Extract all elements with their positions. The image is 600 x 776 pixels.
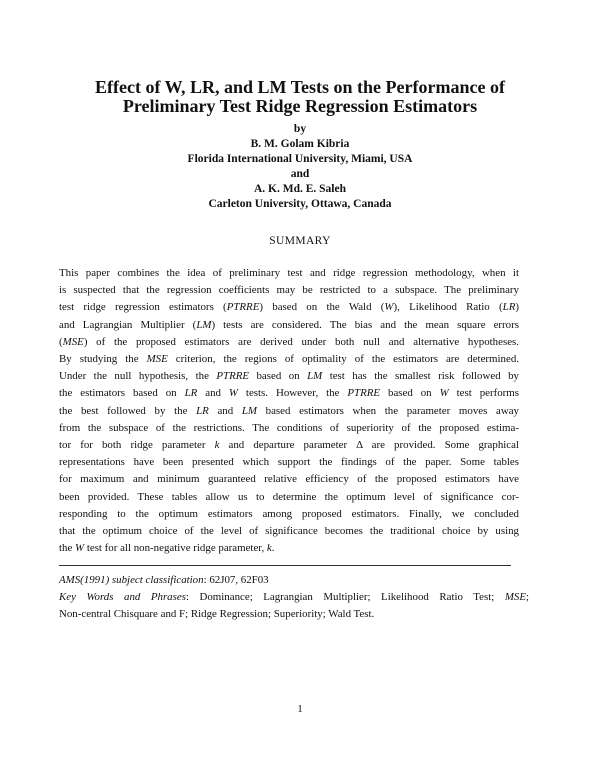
abstract-line	[59, 368, 519, 385]
math-symbol: LM	[196, 318, 212, 331]
abstract-line: from the subspace of the restrictions. The conditions of superiority of the proposed estima-	[59, 421, 519, 434]
keywords-line: Non-central Chisquare and F; Ridge Regression; Superiority; Wald Test.	[59, 608, 375, 620]
math-symbol: k	[266, 542, 272, 555]
author-affiliation: Florida International University, Miami, USA	[187, 153, 413, 165]
abstract-line	[59, 299, 519, 316]
text-run: : Dominance; Lagrangian Multiplier; Likelihood Ratio Test;	[185, 591, 505, 603]
text-run: ) tests are considered. The bias and the mean square errors	[211, 318, 519, 331]
keywords-label: Key Words and Phrases	[59, 591, 186, 603]
math-symbol: PTRRE	[226, 301, 260, 314]
abstract-line	[59, 540, 519, 557]
text-run: ) of the proposed estimators are derived under both null and alternative hypotheses.	[83, 335, 519, 348]
text-run: the estimators based on	[59, 387, 185, 400]
keywords-block	[59, 572, 529, 623]
text-run: and departure parameter Δ are provided. Some graphical	[219, 439, 520, 452]
math-symbol: W	[75, 542, 85, 555]
ams-classification	[59, 572, 529, 589]
text-run: ;	[525, 591, 530, 603]
author-block	[40, 122, 560, 212]
math-symbol: W	[384, 301, 394, 314]
byline: by	[293, 123, 307, 135]
text-run: tests. However, the	[237, 387, 348, 400]
math-symbol: W	[228, 387, 238, 400]
abstract-line	[59, 334, 519, 351]
abstract-line	[59, 351, 519, 368]
text-run: tor for both ridge parameter	[59, 439, 215, 452]
abstract-line	[59, 385, 519, 402]
text-run: (	[59, 335, 63, 348]
paper-title	[40, 78, 560, 116]
abstract-line: that the optimum choice of the level of significance becomes the traditional choice by using	[59, 525, 519, 538]
author-conjunction: and	[290, 168, 310, 180]
math-symbol: PTRRE	[216, 370, 250, 383]
math-symbol: LM	[307, 370, 323, 383]
page-number: 1	[297, 703, 303, 715]
text-run: criterion, the regions of optimality of the estimators are determined.	[167, 353, 519, 366]
abstract-line: This paper combines the idea of preliminary test and ridge regression methodology, when it	[59, 267, 519, 279]
text-run: .	[271, 542, 275, 555]
abstract-line: is suspected that the regression coefficients may be restricted to a subspace. The preliminary	[59, 284, 519, 297]
author-name: B. M. Golam Kibria	[250, 138, 350, 150]
abstract-line	[59, 317, 519, 334]
author-affiliation: Carleton University, Ottawa, Canada	[208, 198, 392, 210]
math-symbol: LM	[241, 404, 257, 417]
footnote-divider	[59, 565, 511, 566]
abstract-line: been provided. These tables allow us to determine the optimum level of significance cor-	[59, 490, 519, 503]
math-symbol: LR	[184, 387, 198, 400]
text-run: By studying the	[59, 353, 147, 366]
ams-value: : 62J07, 62F03	[203, 574, 269, 586]
text-run: and Lagrangian Multiplier (	[59, 318, 197, 331]
text-run: the	[59, 542, 76, 555]
text-run: based on	[249, 370, 308, 383]
text-run: Under the null hypothesis, the	[59, 370, 217, 383]
text-run: )	[515, 301, 519, 314]
math-symbol: MSE	[504, 591, 526, 603]
text-run: the best followed by the	[59, 404, 197, 417]
text-run: ) based on the Wald (	[259, 301, 385, 314]
math-symbol: PTRRE	[347, 387, 381, 400]
math-symbol: MSE	[146, 353, 168, 366]
text-run: test ridge regression estimators (	[59, 301, 227, 314]
text-run: test has the smallest risk followed by	[322, 370, 519, 383]
text-run: and	[208, 404, 242, 417]
title-line-2: Preliminary Test Ridge Regression Estimators	[122, 96, 478, 116]
text-run: test for all non-negative ridge parameter,	[84, 542, 267, 555]
author-name: A. K. Md. E. Saleh	[253, 183, 346, 195]
text-run: based estimators when the parameter moves away	[256, 404, 519, 417]
abstract-line: for maximum and minimum guaranteed relative efficiency of the proposed estimators have	[59, 473, 519, 486]
summary-heading: SUMMARY	[269, 235, 331, 247]
abstract-body	[59, 265, 519, 557]
text-run: based on	[380, 387, 440, 400]
title-line-1: Effect of W, LR, and LM Tests on the Performance of	[95, 77, 505, 97]
text-run: and	[197, 387, 229, 400]
math-symbol: W	[439, 387, 449, 400]
math-symbol: MSE	[62, 335, 84, 348]
abstract-line	[59, 403, 519, 420]
keywords-line	[59, 589, 529, 606]
math-symbol: LR	[502, 301, 516, 314]
text-run: test performs	[448, 387, 520, 400]
abstract-line	[59, 437, 519, 454]
math-symbol: k	[214, 439, 220, 452]
math-symbol: LR	[196, 404, 209, 417]
ams-label: AMS(1991) subject classification	[59, 574, 204, 586]
abstract-line: responding to the optimum estimators among proposed estimators. Finally, we concluded	[59, 507, 519, 520]
abstract-line: representations have been presented which support the findings of the paper. Some tables	[59, 456, 519, 469]
text-run: ), Likelihood Ratio (	[393, 301, 503, 314]
